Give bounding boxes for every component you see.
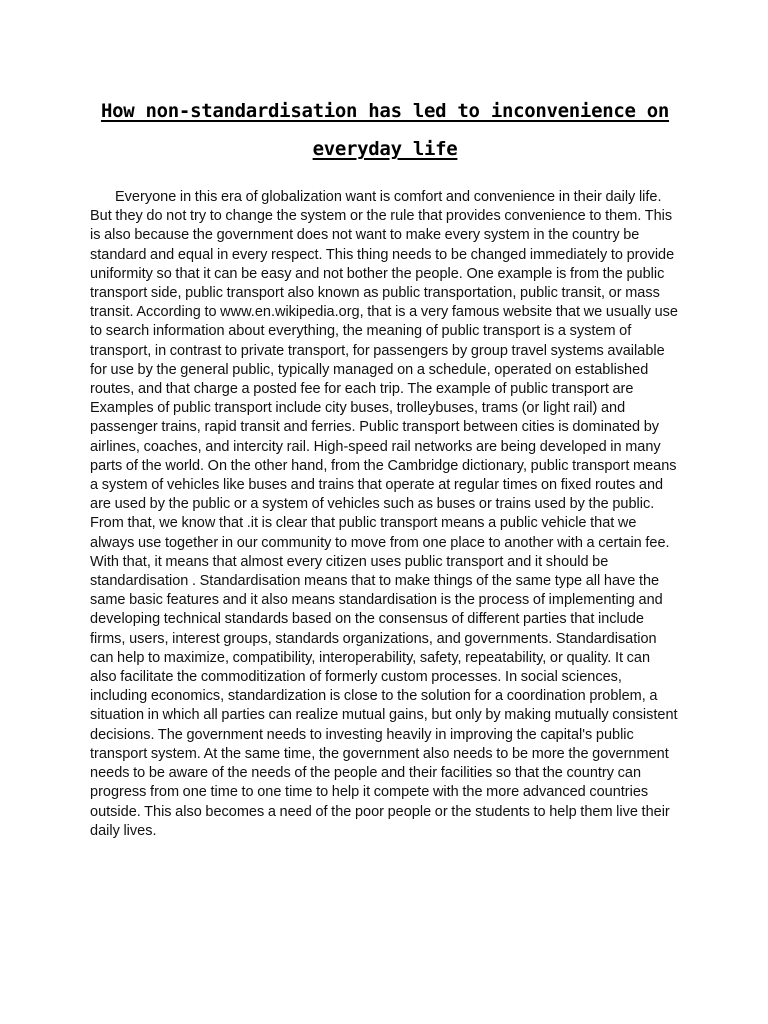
document-title: How non-standardisation has led to inconvenience on everyday life [100,100,670,160]
essay-paragraph: Everyone in this era of globalization want is comfort and convenience in their daily life. But they do not try to change the system or the rule that provides convenience to them. This is also because the government does not want to make every system in the country be standard and equal in every respect. This thing needs to be changed immediately to provide uniformity so that it can be easy and not bother the people. One example is from the public transport side, public transport also known as public transportation, public transit, or mass transit. According to www.en.wikipedia.org, that is a very famous website that we usually use to search information about everything, the meaning of public transport is a system of transport, in contrast to private transport, for passengers by group travel systems available for use by the general public, typically managed on a schedule, operated on established routes, and that charge a posted fee for each trip. The example of public transport are Examples of public transport include city buses, trolleybuses, trams (or light rail) and passenger trains, rapid transit and ferries. Public transport between cities is dominated by airlines, coaches, and intercity rail. High-speed rail networks are being developed in many parts of the world. On the other hand, from the Cambridge dictionary, public transport means a system of vehicles like buses and trains that operate at regular times on fixed routes and are used by the public or a system of vehicles such as buses or trains used by the public. From that, we know that .it is clear that public transport means a public vehicle that we always use together in our community to move from one place to another with a certain fee. With that, it means that almost every citizen uses public transport and it should be standardisation . Standardisation means that to make things of the same type all have the same basic features and it also means standardisation is the process of implementing and developing technical standards based on the consensus of different parties that include firms, users, interest groups, standards organizations, and governments. Standardisation can help to maximize, compatibility, interoperability, safety, repeatability, or quality. It can also facilitate the commoditization of formerly custom processes. In social sciences, including economics, standardization is close to the solution for a coordination problem, a situation in which all parties can realize mutual gains, but only by making mutually consistent decisions. The government needs to investing heavily in improving the capital's public transport system. At the same time, the government also needs to be more the government needs to be aware of the needs of the people and their facilities so that the country can progress from one time to one time to help it compete with the more advanced countries outside. This also becomes a need of the poor people or the students to help them live their daily lives. [90,189,678,839]
